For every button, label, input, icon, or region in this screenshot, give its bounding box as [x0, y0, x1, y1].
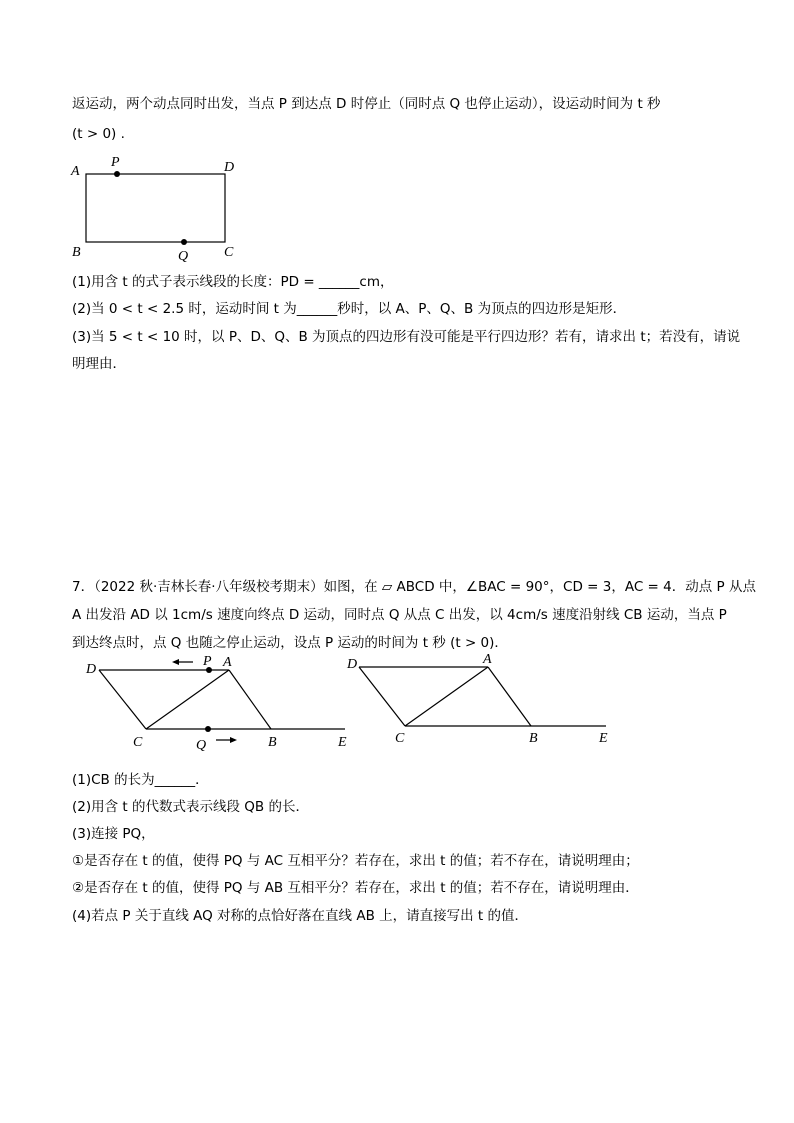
label-e: E — [338, 735, 347, 750]
label-a: A — [483, 652, 492, 667]
parallelogram-figure-1 — [85, 654, 347, 753]
problem7-stem-line1: 7．（2022 秋·吉林长春·八年级校考期末）如图，在 ▱ ABCD 中，∠BAC = 90°，CD = 3，AC = 4．动点 P 从点 — [72, 579, 756, 595]
label-e: E — [599, 731, 608, 746]
problem7-question-2: (2)用含 t 的代数式表示线段 QB 的长． — [72, 799, 309, 815]
label-d: D — [224, 160, 235, 175]
problem6-question-3-line2: 明理由． — [72, 356, 126, 372]
problem6-question-1: (1)用含 t 的式子表示线段的长度：PD = ______cm， — [72, 274, 394, 290]
label-q: Q — [196, 738, 207, 753]
point-p-dot — [114, 171, 120, 177]
label-p: P — [111, 155, 120, 170]
label-p: P — [203, 654, 212, 669]
label-a: A — [223, 655, 232, 670]
arrow-left-icon — [172, 659, 193, 665]
parallelogram-figure-2 — [346, 652, 608, 746]
label-c: C — [395, 731, 405, 746]
label-c: C — [133, 735, 143, 750]
problem7-stem-line2: A 出发沿 AD 以 1cm/s 速度向终点 D 运动，同时点 Q 从点 C 出发，以 4cm/s 速度沿射线 CB 运动，当点 P — [72, 607, 727, 623]
arrow-right-icon — [216, 737, 237, 743]
label-q: Q — [178, 249, 189, 264]
rectangle-figure — [70, 155, 234, 264]
point-q-dot — [205, 726, 211, 732]
problem7-stem-line3: 到达终点时，点 Q 也随之停止运动，设点 P 运动的时间为 t 秒 (t > 0)． — [72, 635, 508, 651]
label-b: B — [268, 735, 277, 750]
problem6-intro-line1: 返运动，两个动点同时出发，当点 P 到达点 D 时停止（同时点 Q 也停止运动），设运动时间为 t 秒 — [72, 96, 661, 112]
problem7-question-3: (3)连接 PQ， — [72, 826, 155, 842]
rectangle-abcd — [86, 174, 225, 242]
label-b: B — [72, 245, 81, 260]
label-c: C — [224, 245, 234, 260]
problem7-question-1: (1)CB 的长为______． — [72, 772, 209, 788]
problem7-question-3a: ①是否存在 t 的值，使得 PQ 与 AC 互相平分？若存在，求出 t 的值；若不存在，请说明理由； — [72, 853, 639, 869]
problem6-question-3-line1: (3)当 5 < t < 10 时，以 P、D、Q、B 为顶点的四边形有没可能是平行四边形？若有，请求出 t；若没有，请说 — [72, 329, 741, 345]
label-a: A — [71, 164, 80, 179]
problem7-question-4: (4)若点 P 关于直线 AQ 对称的点恰好落在直线 AB 上，请直接写出 t 的值． — [72, 908, 529, 924]
problem6-question-2: (2)当 0 < t < 2.5 时，运动时间 t 为______秒时，以 A、P、Q、B 为顶点的四边形是矩形． — [72, 301, 627, 317]
problem7-question-3b: ②是否存在 t 的值，使得 PQ 与 AB 互相平分？若存在，求出 t 的值；若不存在，请说明理由． — [72, 880, 639, 896]
point-q-dot — [181, 239, 187, 245]
label-d: D — [86, 662, 97, 677]
label-d: D — [347, 657, 358, 672]
label-b: B — [529, 731, 538, 746]
problem6-intro-line2: (t > 0) . — [72, 126, 125, 142]
